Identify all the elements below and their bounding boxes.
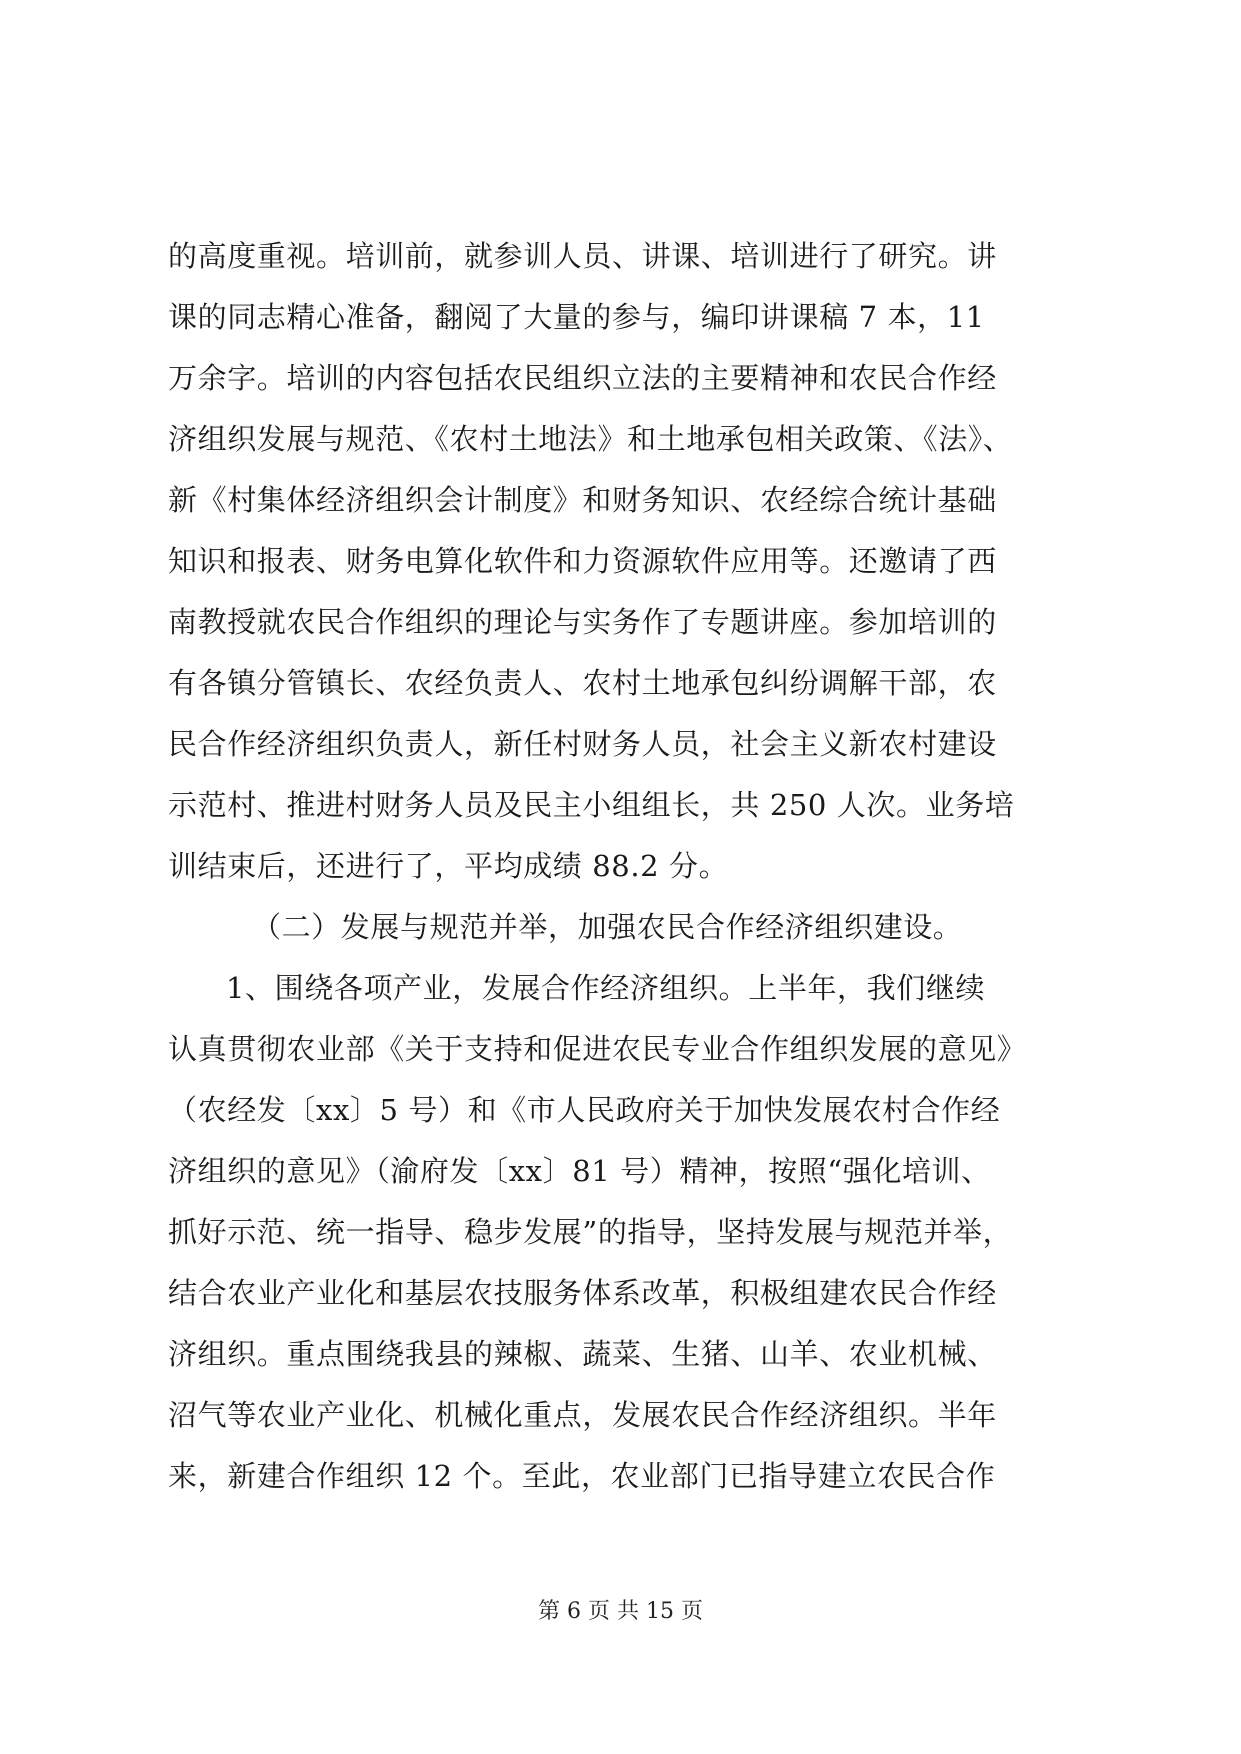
text-line: 结合农业产业化和基层农技服务体系改革，积极组建农民合作经: [168, 1276, 997, 1310]
paragraph-start-line: 1、围绕各项产业，发展合作经济组织。上半年，我们继续: [226, 971, 986, 1005]
text-line: 万余字。培训的内容包括农民组织立法的主要精神和农民合作经: [168, 361, 997, 395]
text-line: 训结束后，还进行了，平均成绩 88.2 分。: [168, 849, 729, 883]
text-line: 济组织发展与规范、《农村土地法》和土地承包相关政策、《法》、: [168, 422, 1013, 456]
page-footer: 第 6 页 共 15 页: [538, 1599, 703, 1624]
text-line: 南教授就农民合作组织的理论与实务作了专题讲座。参加培训的: [168, 605, 997, 639]
text-line: 示范村、推进村财务人员及民主小组组长，共 250 人次。业务培: [168, 788, 1015, 822]
text-line: 民合作经济组织负责人，新任村财务人员，社会主义新农村建设: [168, 727, 997, 761]
text-line: 有各镇分管镇长、农经负责人、农村土地承包纠纷调解干部，农: [168, 666, 997, 700]
text-line: 抓好示范、统一指导、稳步发展”的指导，坚持发展与规范并举，: [168, 1215, 1013, 1249]
text-line: 新《村集体经济组织会计制度》和财务知识、农经综合统计基础: [168, 483, 997, 517]
text-line: 济组织的意见》（渝府发〔xx〕81 号）精神，按照“强化培训、: [168, 1154, 991, 1188]
text-line: （农经发〔xx〕5 号）和《市人民政府关于加快发展农村合作经: [168, 1093, 1001, 1127]
text-line: 认真贯彻农业部《关于支持和促进农民专业合作组织发展的意见》: [168, 1032, 1027, 1066]
text-line: 济组织。重点围绕我县的辣椒、蔬菜、生猪、山羊、农业机械、: [168, 1337, 997, 1371]
text-line: 知识和报表、财务电算化软件和力资源软件应用等。还邀请了西: [168, 544, 997, 578]
section-heading: （二）发展与规范并举，加强农民合作经济组织建设。: [252, 910, 963, 944]
text-line: 沼气等农业产业化、机械化重点，发展农民合作经济组织。半年: [168, 1398, 997, 1432]
text-line: 课的同志精心准备，翻阅了大量的参与，编印讲课稿 7 本，11: [168, 300, 985, 334]
document-body: [168, 226, 1083, 1507]
text-line: 来，新建合作组织 12 个。至此，农业部门已指导建立农民合作: [168, 1459, 996, 1493]
text-line: 的高度重视。培训前，就参训人员、讲课、培训进行了研究。讲: [168, 239, 997, 273]
